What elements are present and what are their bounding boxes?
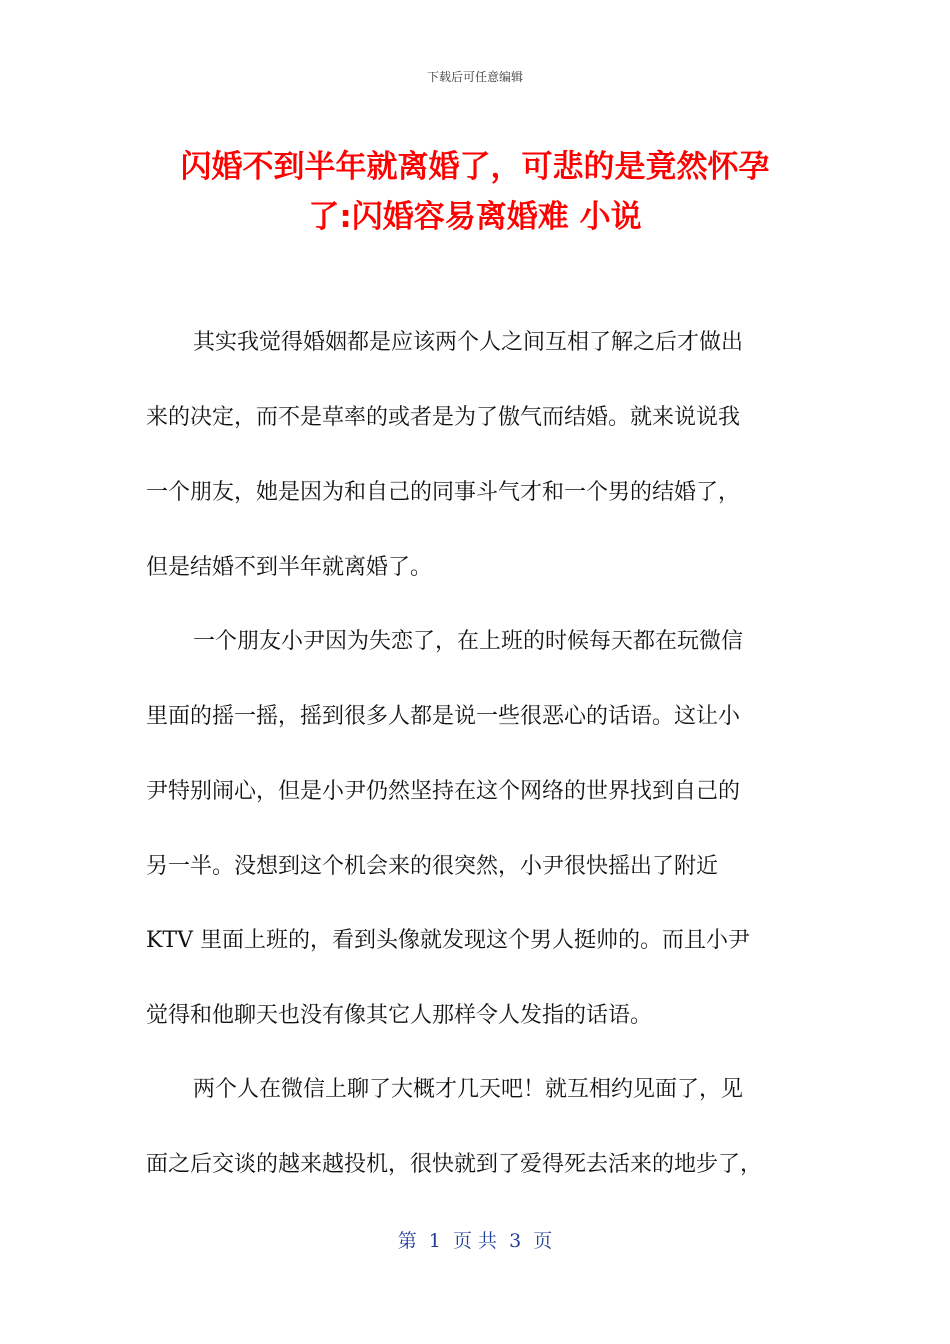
title-line-2: 了:闪婚容易离婚难 小说: [308, 199, 642, 235]
paragraph-2-line-5: KTV 里面上班的，看到头像就发现这个男人挺帅的。而且小尹: [146, 928, 750, 953]
header-note: 下载后可任意编辑: [426, 70, 523, 84]
paragraph-2-line-4: 另一半。没想到这个机会来的很突然，小尹很快摇出了附近: [146, 854, 719, 879]
paragraph-2-line-3: 尹特别闹心，但是小尹仍然坚持在这个网络的世界找到自己的: [146, 779, 741, 804]
paragraph-1-line-2: 来的决定，而不是草率的或者是为了傲气而结婚。就来说说我: [146, 405, 741, 430]
page-number: 第 1 页 共 3 页: [397, 1230, 553, 1252]
paragraph-3-line-2: 面之后交谈的越来越投机，很快就到了爱得死去活来的地步了，: [146, 1152, 763, 1177]
paragraph-3-line-1: 两个人在微信上聊了大概才几天吧！就互相约见面了，见: [193, 1077, 744, 1102]
title-line-1: 闪婚不到半年就离婚了，可悲的是竟然怀孕: [180, 149, 770, 185]
paragraph-1-line-1: 其实我觉得婚姻都是应该两个人之间互相了解之后才做出: [193, 330, 744, 355]
paragraph-2-line-6: 觉得和他聊天也没有像其它人那样令人发指的话语。: [146, 1003, 653, 1028]
paragraph-2-line-1: 一个朋友小尹因为失恋了，在上班的时候每天都在玩微信: [193, 629, 744, 654]
paragraph-1-line-3: 一个朋友，她是因为和自己的同事斗气才和一个男的结婚了，: [146, 480, 741, 505]
paragraph-1-line-4: 但是结婚不到半年就离婚了。: [146, 555, 433, 580]
paragraph-2-line-2: 里面的摇一摇，摇到很多人都是说一些很恶心的话语。这让小: [146, 704, 741, 729]
